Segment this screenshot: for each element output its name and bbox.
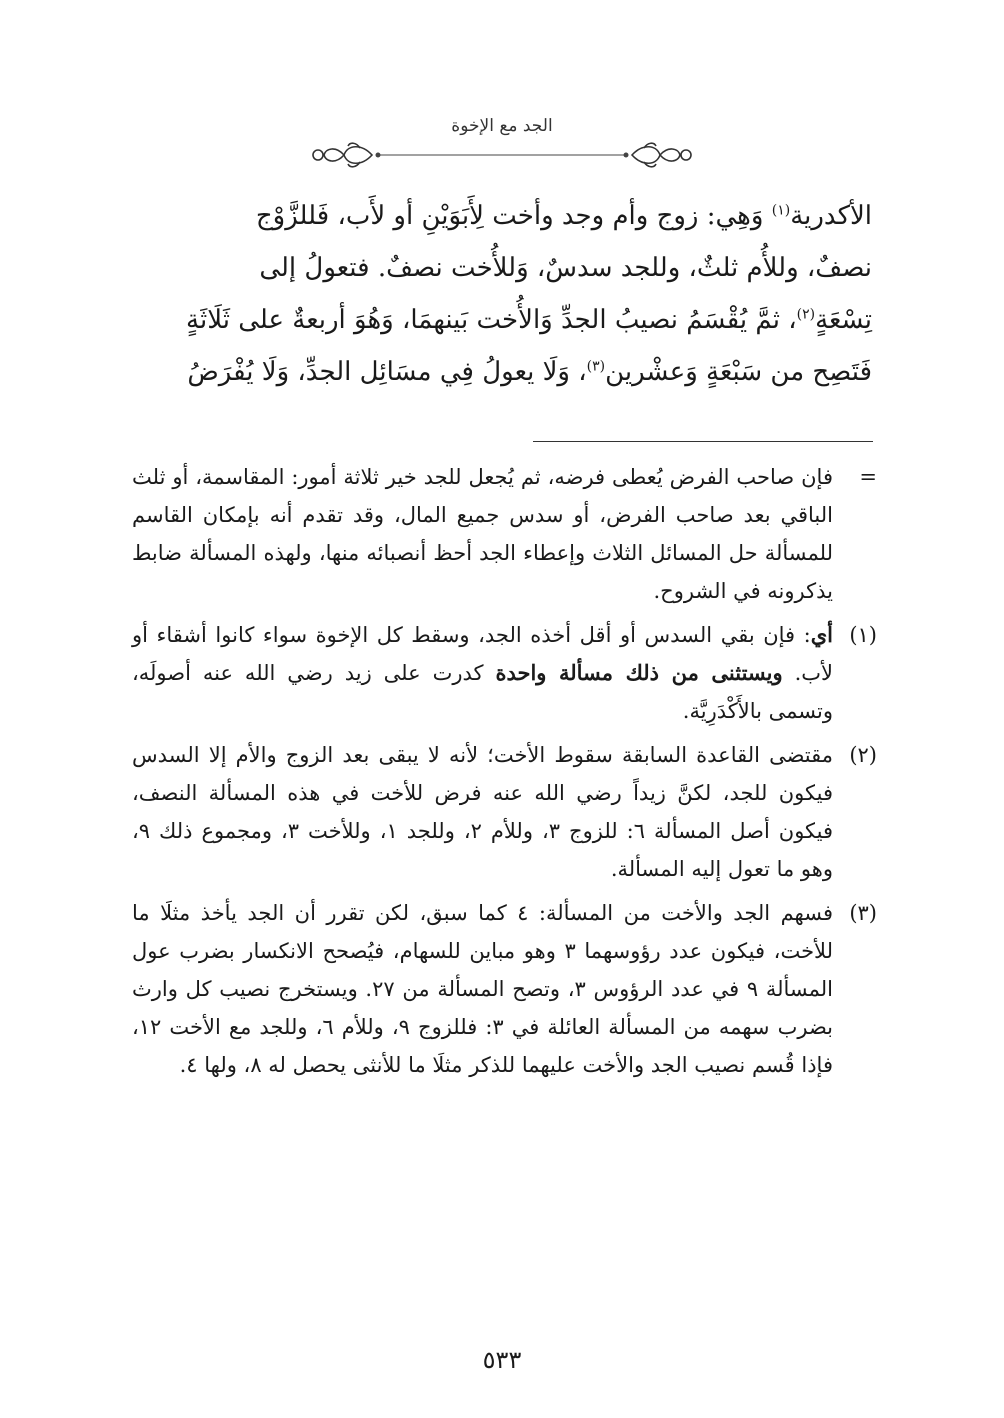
main-line: الأكدرية$^{(١)}$ وَهِي: زوج وأم وجد وأخت لِأَبَوَيْنِ أو لأَب، فَللزَّوْج (255, 201, 872, 231)
main-line: فَتَصِح من سَبْعَةٍ وَعشْرين$^{(٣)}$، وَلَا يعولُ فِي مسَائِل الجدِّ، وَلَا يُفْرَضُ (187, 357, 872, 387)
footnote-text: مقتضى القاعدة السابقة سقوط الأخت؛ لأنه لا يبقى بعد الزوج والأم إلا السدس فيكون للجد، لكنَّ زيداً رضي الله عنه فرض للأخت في هذه المسألة النصف، فيكون أصل المسألة ٦: للزوج ٣، وللأم ٢، وللجد ١، وللأخت ٣، ومجموع ذلك ٩، وهو ما تعول إليه المسألة. (132, 743, 834, 881)
footnote-text: فإن صاحب الفرض يُعطى فرضه، ثم يُجعل للجد خير ثلاثة أمور: المقاسمة، أو ثلث الباقي بعد صاحب الفرض، أو سدس جميع المال، وقد تقدم أنه بإمكان القاسم للمسألة حل المسائل الثلاث وإعطاء الجد أحظ أنصبائه منها، ولهذه المسألة ضابط يذكرونه في الشروح. (132, 465, 833, 603)
footnotes (132, 458, 877, 1090)
main-text (132, 190, 872, 398)
footnote-divider (533, 441, 873, 442)
footnote-continued (132, 458, 877, 610)
header-ornament-icon (300, 140, 704, 170)
footnote-mark: = (859, 465, 877, 489)
header-title: الجد مع الإخوة (451, 116, 553, 136)
footnote-mark: (٢) (849, 743, 877, 767)
footnote-ref[interactable]: (١) (771, 202, 791, 219)
footnote-1 (132, 616, 877, 730)
footnote-ref[interactable]: (٢) (796, 306, 816, 323)
footnote-text: أي: فإن بقي السدس أو أقل أخذه الجد، وسقط كل الإخوة سواء كانوا أشقاء أو لأب. ويستثنى من ذلك مسألة واحدة كدرت على زيد رضي الله عنه أصولَه، وتسمى بالأَكْدَرِيَّة. (132, 622, 833, 723)
main-line: نصفٌ، وللأُم ثلثٌ، وللجد سدسٌ، وَللأُخت نصفٌ. فتعولُ إلى (259, 253, 872, 283)
page-number: ٥٣٣ (482, 1346, 522, 1374)
footnote-3 (132, 894, 877, 1084)
footnote-2 (132, 736, 877, 888)
footnote-text: فسهم الجد والأخت من المسألة: ٤ كما سبق، لكن تقرر أن الجد يأخذ مثلَا ما للأخت، فيكون عدد رؤوسهما ٣ وهو مباين للسهام، فيُصحح الانكسار بضرب عول المسألة ٩ في عدد الرؤوس ٣، وتصح المسألة من ٢٧. ويستخرج نصيب كل وارث بضرب سهمه من المسألة العائلة في ٣: فللزوج ٩، وللأم ٦، وللجد مع الأخت ١٢، فإذا قُسم نصيب الجد والأخت عليهما للذكر مثلَا ما للأنثى يحصل له ٨، ولها ٤. (132, 901, 834, 1077)
footnote-mark: (٣) (849, 901, 877, 925)
main-line: تِسْعَةٍ$^{(٢)}$، ثمَّ يُقْسَمُ نصيبُ الجدِّ وَالأُخت بَينهمَا، وَهُوَ أربعةٌ على ثَلَاثَةٍ (186, 305, 872, 335)
page-header (300, 110, 704, 180)
footnote-ref[interactable]: (٣) (586, 358, 606, 375)
footnote-mark: (١) (849, 623, 877, 647)
